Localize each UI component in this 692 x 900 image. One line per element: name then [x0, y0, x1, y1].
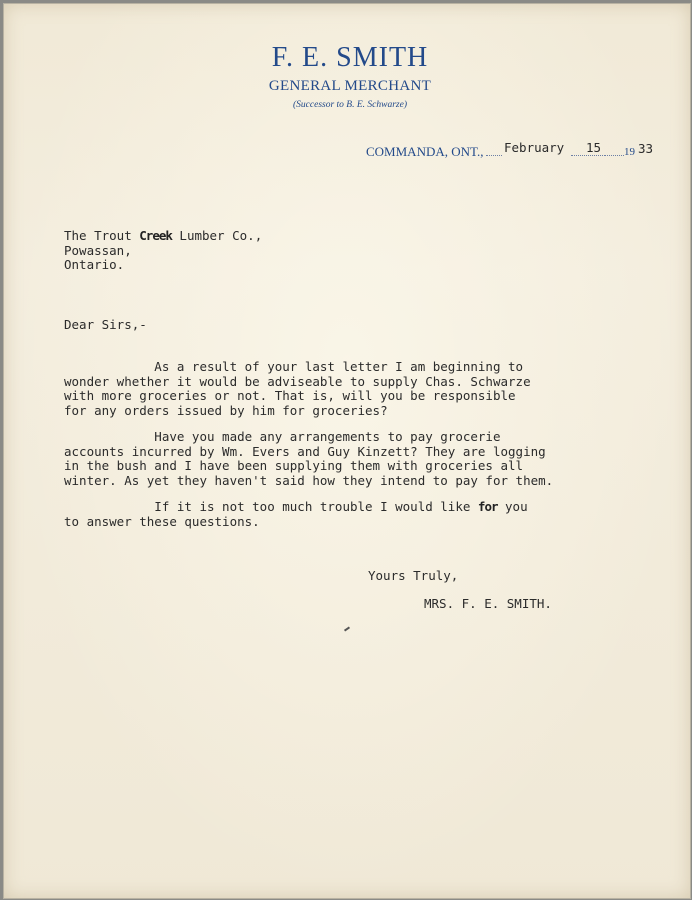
- paragraph-line: to answer these questions.: [64, 513, 260, 529]
- recipient-address: [64, 229, 262, 273]
- salutation: Dear Sirs,-: [64, 317, 147, 332]
- dateline-dots: [604, 155, 624, 156]
- paragraph-line: you: [497, 499, 528, 514]
- recipient-line3: Ontario.: [64, 257, 125, 272]
- body-paragraph-1: [64, 360, 531, 418]
- body-paragraph-3: [64, 500, 528, 529]
- dateline-place: COMMANDA, ONT.,: [366, 144, 484, 159]
- paragraph-line: Have you made any arrangements to pay grocerie: [64, 429, 501, 444]
- recipient-line2: Powassan,: [64, 242, 132, 258]
- date-year: 33: [638, 141, 654, 156]
- paragraph-line: accounts incurred by Wm. Evers and Guy Kinzett? They are logging: [64, 443, 546, 459]
- paragraph-line: in the bush and I have been supplying them with groceries all: [64, 458, 524, 473]
- recipient-line1-struck: Creek: [139, 228, 172, 243]
- paragraph-line: with more groceries or not. That is, will you be responsible: [64, 388, 516, 403]
- letterhead-name: F. E. SMITH: [271, 42, 429, 73]
- dateline-dots: [486, 155, 502, 156]
- paragraph-line: If it is not too much trouble I would like: [64, 499, 478, 514]
- recipient-line1-start: The Trout: [64, 228, 140, 243]
- struck-word: for: [477, 499, 498, 514]
- date-month: February: [504, 140, 565, 155]
- paragraph-line: As a result of your last letter I am beginning to: [64, 359, 524, 374]
- paragraph-line: wonder whether it would be adviseable to supply Chas. Schwarze: [64, 373, 531, 389]
- letterhead-title: GENERAL MERCHANT: [268, 78, 432, 94]
- recipient-line1-end: Lumber Co.,: [171, 228, 263, 243]
- letterhead-successor: (Successor to B. E. Schwarze): [293, 100, 407, 110]
- valediction: Yours Truly,: [368, 568, 459, 583]
- date-day: 15: [586, 140, 602, 155]
- signature: MRS. F. E. SMITH.: [424, 596, 552, 611]
- stray-pen-mark: [344, 626, 350, 631]
- letter-page: [3, 3, 691, 899]
- dateline-century: 19: [624, 146, 635, 158]
- paragraph-line: winter. As yet they haven't said how they intend to pay for them.: [64, 472, 554, 488]
- body-paragraph-2: [64, 430, 553, 488]
- paragraph-line: for any orders issued by him for groceries?: [64, 402, 388, 418]
